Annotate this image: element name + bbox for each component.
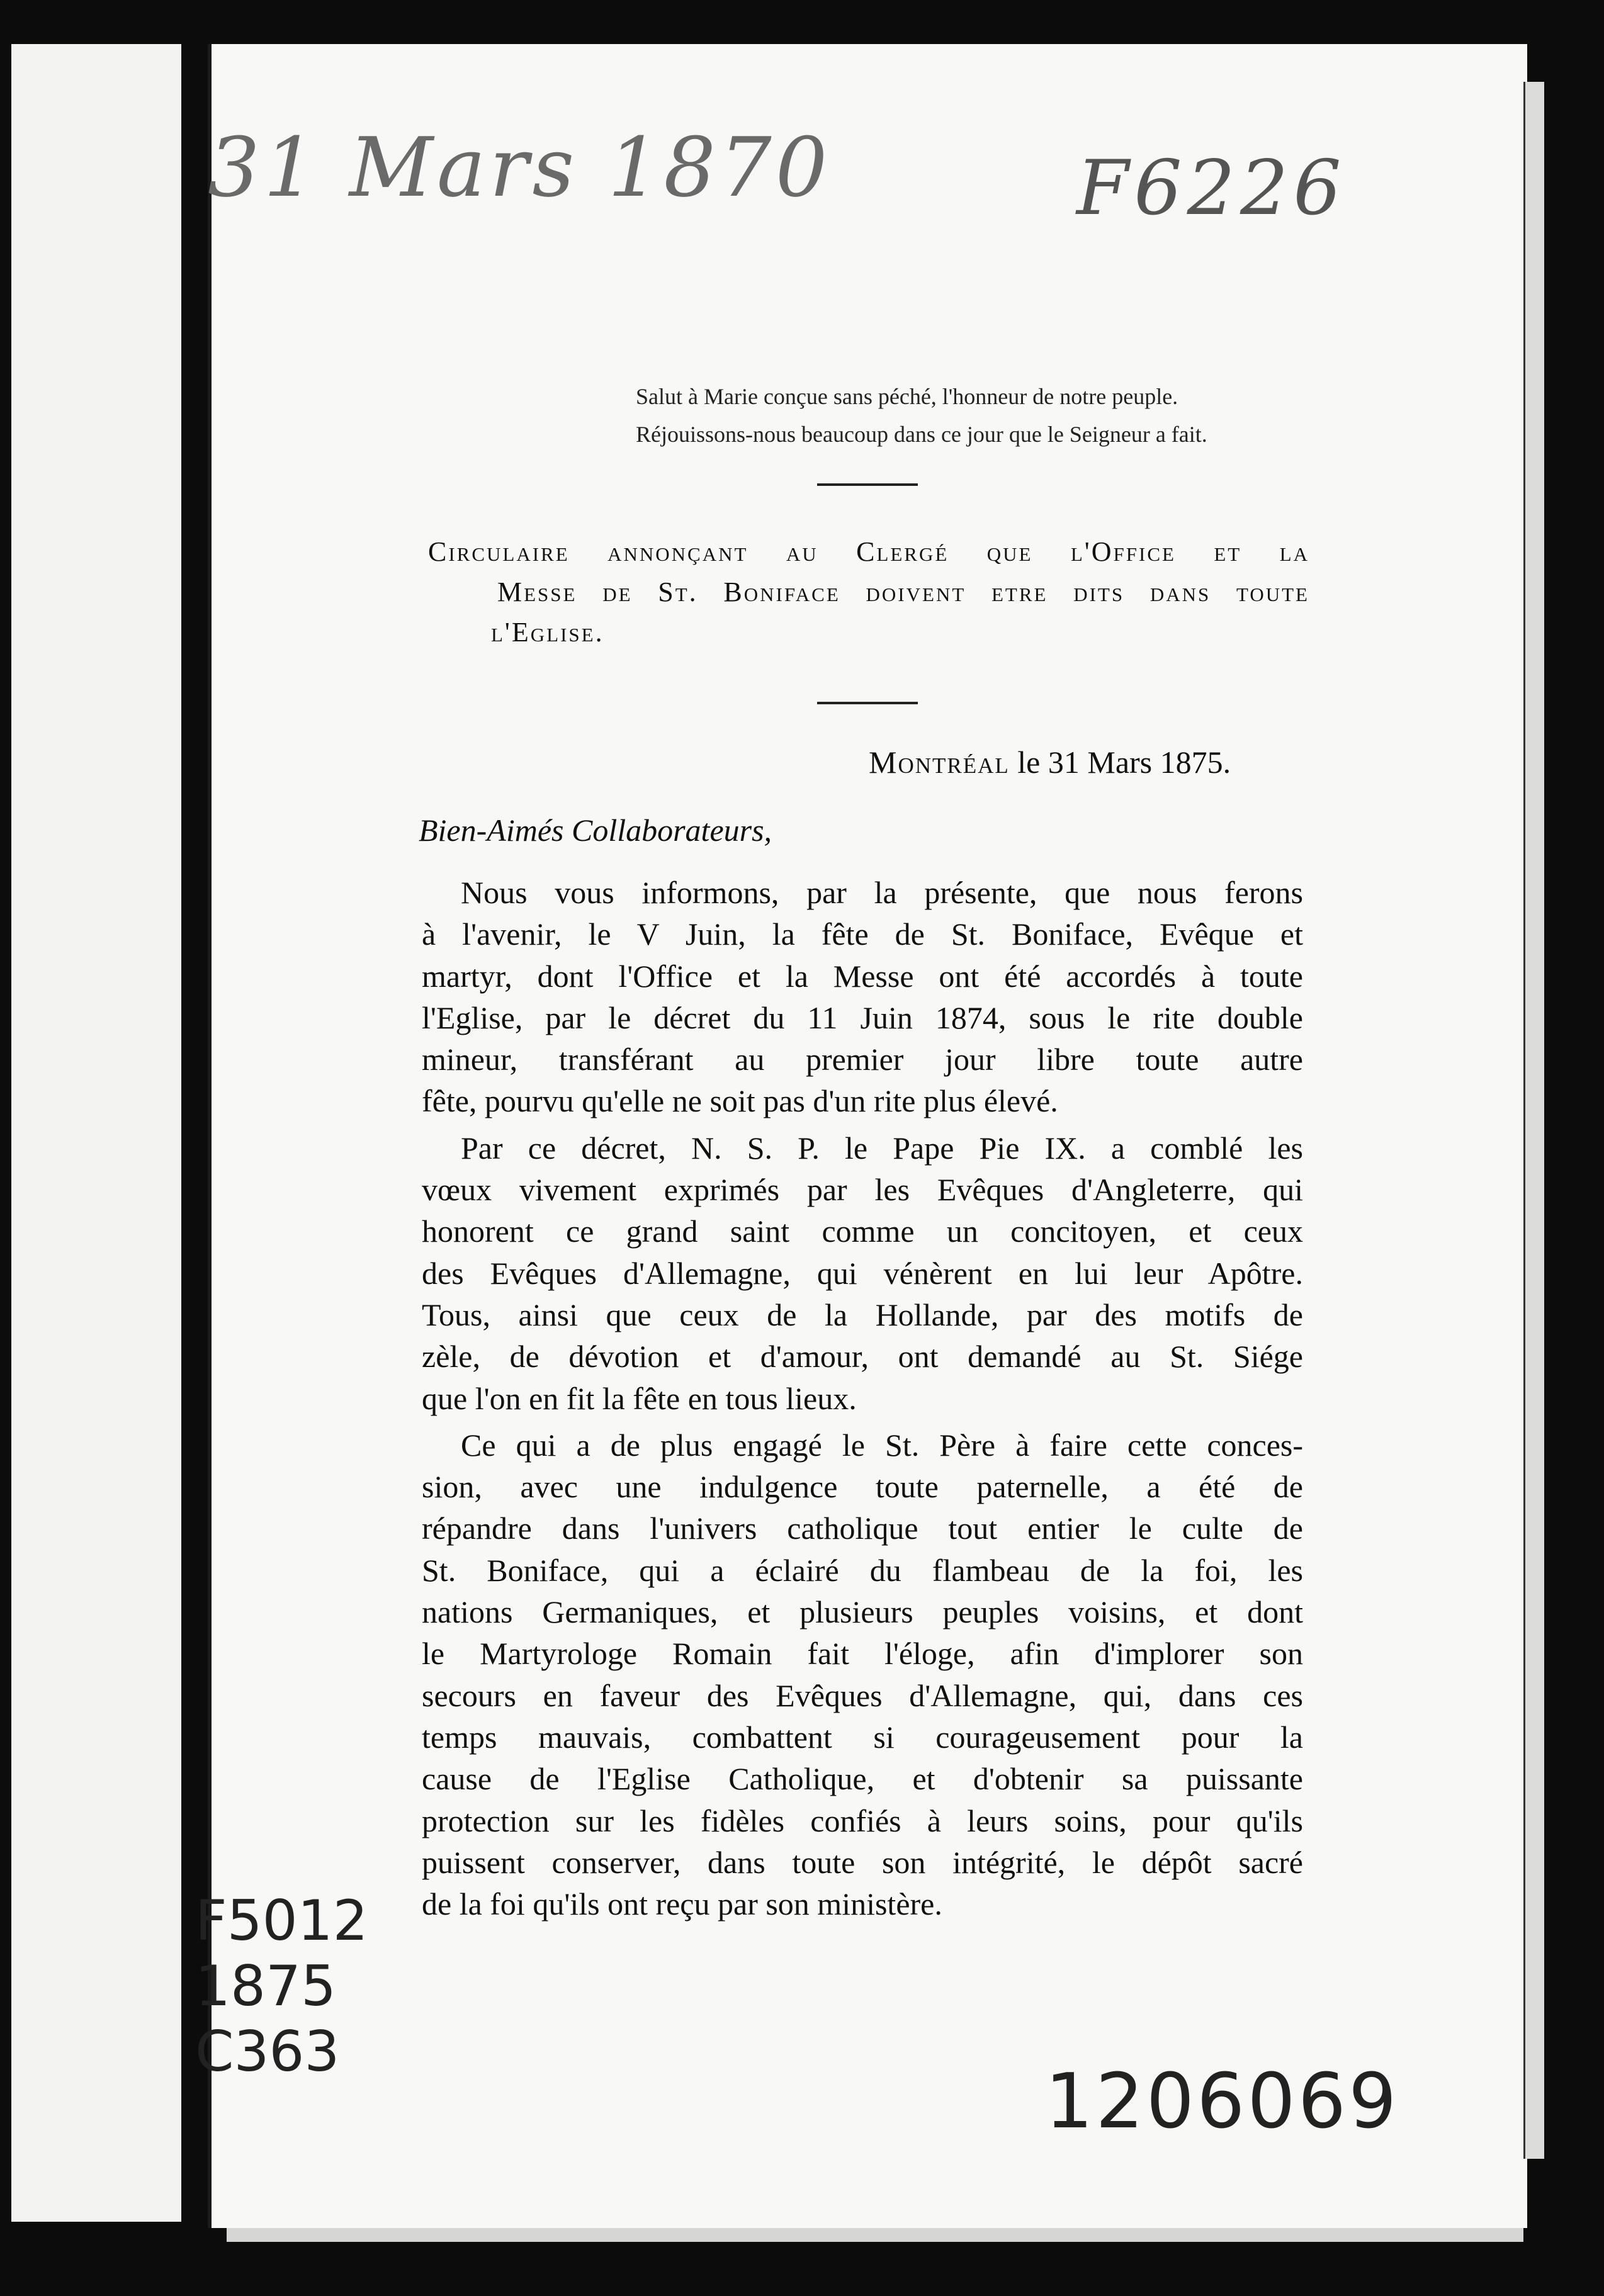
text-line: honorent ce grand saint comme un concitoyen, et ceux: [422, 1213, 1303, 1249]
epigraph-line: Salut à Marie conçue sans péché, l'honneur de notre peuple.: [636, 384, 1178, 409]
dateline-place: Montréal: [869, 745, 1010, 780]
text-line: Par ce décret, N. S. P. le Pape Pie IX. a comblé les: [461, 1130, 1303, 1166]
text-line: protection sur les fidèles confiés à leurs soins, pour qu'ils: [422, 1803, 1303, 1838]
text-line: des Evêques d'Allemagne, qui vénèrent en lui leur Apôtre.: [422, 1255, 1303, 1291]
text-line: zèle, de dévotion et d'amour, ont demandé au St. Siége: [422, 1339, 1303, 1375]
epigraph: [636, 378, 1316, 453]
title-line: Circulaire annonçant au Clergé que l'Office et la: [428, 536, 1309, 567]
dateline-date: le 31 Mars 1875.: [1009, 745, 1231, 780]
body-text: [422, 872, 1303, 1925]
text-line: de la foi qu'ils ont reçu par son ministère.: [422, 1886, 942, 1922]
text-line: martyr, dont l'Office et la Messe ont été accordés à toute: [422, 958, 1303, 994]
text-line: sion, avec une indulgence toute paternelle, a été de: [422, 1469, 1303, 1505]
text-line: fête, pourvu qu'elle ne soit pas d'un rite plus élevé.: [422, 1083, 1058, 1119]
text-line: l'Eglise, par le décret du 11 Juin 1874, sous le rite double: [422, 999, 1303, 1035]
catalog-stamp-line: C363: [195, 2019, 340, 2084]
text-line: vœux vivement exprimés par les Evêques d'Angleterre, qui: [422, 1172, 1303, 1208]
paragraph: [422, 872, 1303, 1122]
salutation: Bien-Aimés Collaborateurs,: [419, 813, 772, 848]
handwritten-catalog-stamp: [195, 1888, 368, 2085]
text-line: à l'avenir, le V Juin, la fête de St. Boniface, Evêque et: [422, 916, 1303, 952]
page-edge-bottom: [227, 2228, 1523, 2242]
paragraph: [422, 1127, 1303, 1419]
handwritten-catalog-number-top: F6226: [1076, 145, 1347, 232]
paragraph: [422, 1424, 1303, 1925]
text-line: Nous vous informons, par la présente, que nous ferons: [461, 875, 1303, 910]
handwritten-date-note: 31 Mars 1870: [208, 120, 832, 215]
catalog-stamp-line: 1875: [195, 1954, 336, 2018]
text-line: St. Boniface, qui a éclairé du flambeau de la foi, les: [422, 1552, 1303, 1588]
text-line: puissent conserver, dans toute son intégrité, le dépôt sacré: [422, 1844, 1303, 1880]
separator-rule: [817, 702, 918, 704]
text-line: Ce qui a de plus engagé le St. Père à faire cette conces-: [461, 1427, 1303, 1463]
catalog-stamp-line: F5012: [195, 1888, 368, 1953]
dateline: [869, 744, 1231, 780]
page-edge-right: [1523, 82, 1544, 2159]
text-line: mineur, transférant au premier jour libre toute autre: [422, 1042, 1303, 1078]
handwritten-catalog-number-bottom: 1206069: [1045, 2058, 1399, 2146]
epigraph-line: Réjouissons-nous beaucoup dans ce jour que le Seigneur a fait.: [636, 422, 1207, 447]
title-line: l'Eglise.: [491, 617, 604, 648]
adjacent-page-strip: [11, 44, 181, 2222]
text-line: secours en faveur des Evêques d'Allemagne, qui, dans ces: [422, 1677, 1303, 1713]
text-line: que l'on en fit la fête en tous lieux.: [422, 1380, 857, 1416]
text-line: temps mauvais, combattent si courageusement pour la: [422, 1719, 1303, 1755]
text-line: répandre dans l'univers catholique tout entier le culte de: [422, 1511, 1303, 1546]
text-line: le Martyrologe Romain fait l'éloge, afin d'implorer son: [422, 1636, 1303, 1672]
separator-rule: [817, 483, 918, 486]
text-line: cause de l'Eglise Catholique, et d'obtenir sa puissante: [422, 1761, 1303, 1797]
document-title: [428, 532, 1309, 653]
title-line: Messe de St. Boniface doivent etre dits dans toute: [497, 577, 1309, 607]
text-line: nations Germaniques, et plusieurs peuples voisins, et dont: [422, 1594, 1303, 1630]
text-line: Tous, ainsi que ceux de la Hollande, par des motifs de: [422, 1297, 1303, 1332]
